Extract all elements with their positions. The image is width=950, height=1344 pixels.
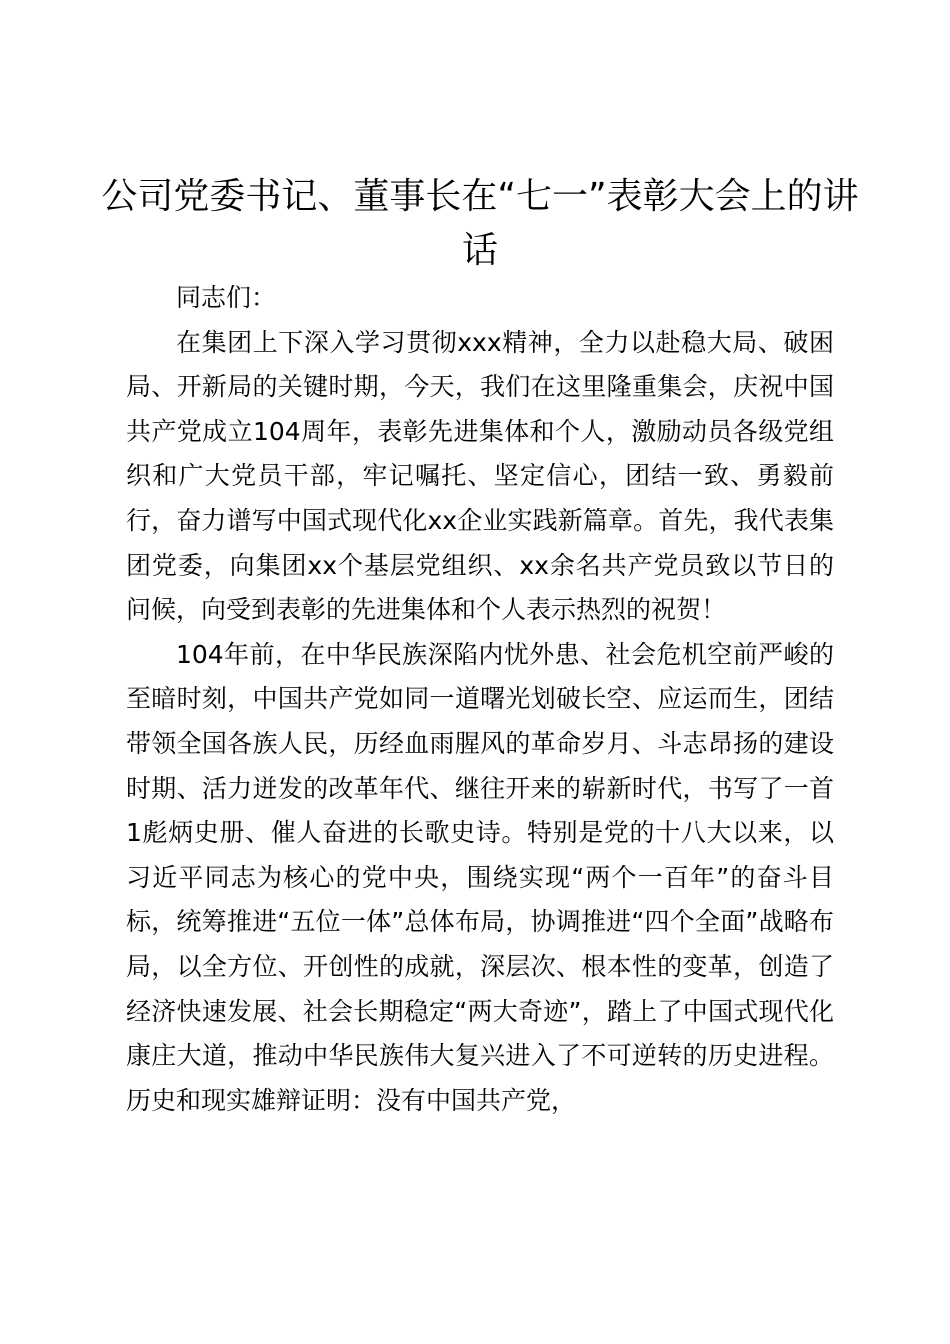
document-title: 公司党委书记、董事长在“七一”表彰大会上的讲话 bbox=[101, 176, 859, 271]
document-body bbox=[126, 276, 834, 1123]
paragraph-1: 在集团上下深入学习贯彻xxx精神，全力以赴稳大局、破困局、开新局的关键时期，今天，我们在这里隆重集会，庆祝中国共产党成立104周年，表彰先进集体和个人，激励动员各级党组织和广大党员干部，牢记嘱托、坚定信心，团结一致、勇毅前行，奋力谱写中国式现代化xx企业实践新篇章。首先，我代表集团党委，向集团xx个基层党组织、xx余名共产党员致以节日的问候，向受到表彰的先进集体和个人表示热烈的祝贺！ bbox=[126, 327, 834, 625]
salutation: 同志们： bbox=[176, 283, 277, 312]
paragraph-2: 104年前，在中华民族深陷内忧外患、社会危机空前严峻的至暗时刻，中国共产党如同一道曙光划破长空、应运而生，团结带领全国各族人民，历经血雨腥风的革命岁月、斗志昂扬的建设时期、活力迸发的改革年代、继往开来的崭新时代，书写了一首1彪炳史册、催人奋进的长歌史诗。特别是党的十八大以来，以习近平同志为核心的党中央，围绕实现“两个一百年”的奋斗目标，统筹推进“五位一体”总体布局，协调推进“四个全面”战略布局，以全方位、开创性的成就，深层次、根本性的变革，创造了经济快速发展、社会长期稳定“两大奇迹”，踏上了中国式现代化康庄大道，推动中华民族伟大复兴进入了不可逆转的历史进程。历史和现实雄辩证明：没有中国共产党， bbox=[126, 639, 834, 1115]
